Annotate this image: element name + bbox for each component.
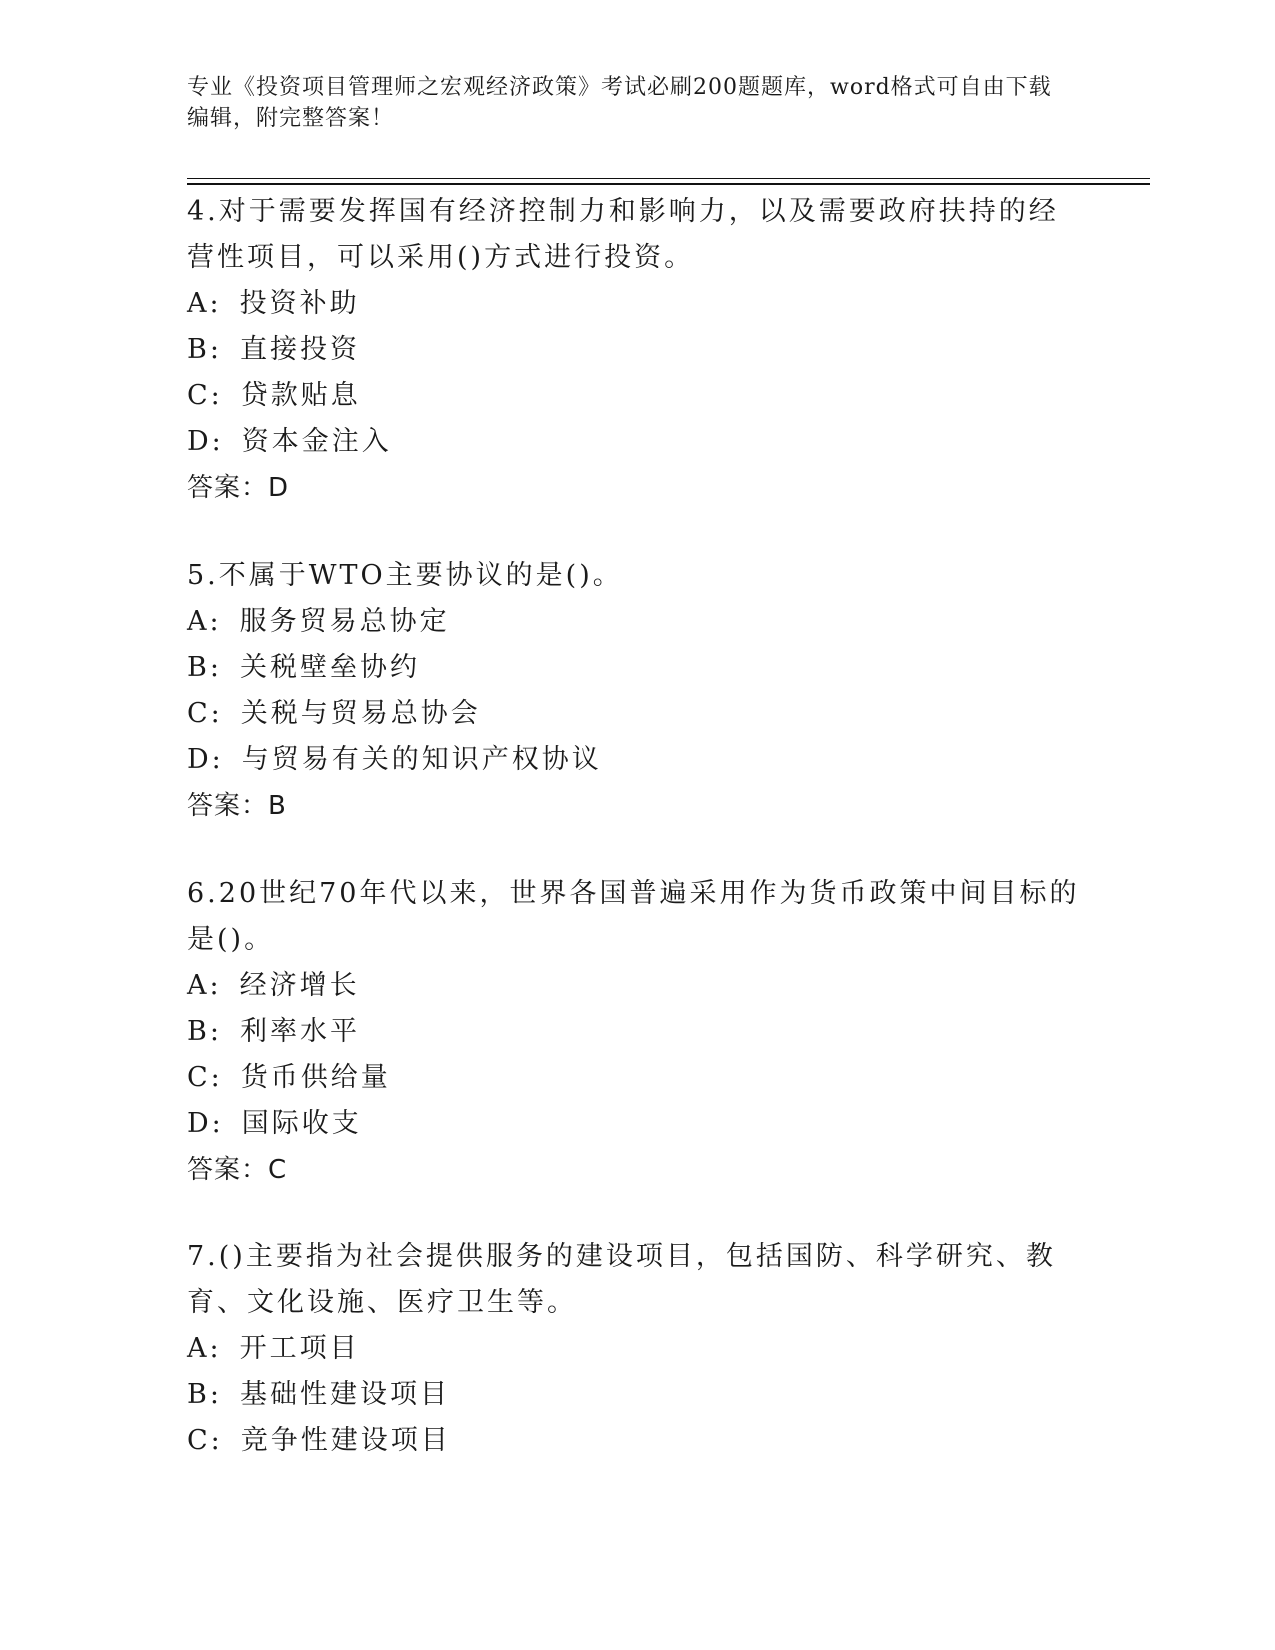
document-header: 专业《投资项目管理师之宏观经济政策》考试必刷200题题库，word格式可自由下载编辑，附完整答案！ (187, 75, 1052, 131)
question-5 (187, 553, 1087, 829)
option-key: B: (187, 334, 222, 365)
option-b (187, 1372, 1087, 1418)
option-text: 资本金注入 (241, 426, 392, 457)
option-a (187, 599, 1087, 645)
option-key: D: (187, 426, 224, 457)
option-key: C: (187, 698, 223, 729)
option-key: C: (187, 380, 223, 411)
question-stem: 4.对于需要发挥国有经济控制力和影响力，以及需要政府扶持的经营性项目，可以采用()方式进行投资。 (187, 196, 1059, 273)
option-key: A: (187, 606, 222, 637)
option-text: 服务贸易总协定 (239, 606, 450, 637)
option-c (187, 1055, 1087, 1101)
option-text: 与贸易有关的知识产权协议 (241, 744, 602, 775)
question-4 (187, 189, 1087, 511)
option-key: C: (187, 1062, 223, 1093)
option-key: A: (187, 970, 222, 1001)
question-7 (187, 1234, 1087, 1464)
header-divider-thick (187, 183, 1150, 185)
option-text: 国际收支 (241, 1108, 362, 1139)
answer: 答案：D (187, 473, 290, 503)
header-divider-thin (187, 178, 1150, 179)
option-a (187, 963, 1087, 1009)
option-c (187, 1418, 1087, 1464)
option-d (187, 419, 1087, 465)
option-b (187, 327, 1087, 373)
option-text: 货币供给量 (240, 1062, 391, 1093)
option-key: B: (187, 1379, 222, 1410)
option-text: 开工项目 (239, 1333, 360, 1364)
option-key: A: (187, 1333, 222, 1364)
option-a (187, 1326, 1087, 1372)
option-b (187, 1009, 1087, 1055)
option-key: D: (187, 744, 224, 775)
option-text: 经济增长 (239, 970, 360, 1001)
option-d (187, 1101, 1087, 1147)
option-text: 投资补助 (239, 288, 360, 319)
option-a (187, 281, 1087, 327)
option-text: 关税与贸易总协会 (240, 698, 481, 729)
option-key: D: (187, 1108, 224, 1139)
option-text: 基础性建设项目 (239, 1379, 450, 1410)
option-text: 关税壁垒协约 (239, 652, 420, 683)
question-6 (187, 871, 1087, 1193)
option-b (187, 645, 1087, 691)
option-text: 直接投资 (239, 334, 360, 365)
option-text: 竞争性建设项目 (240, 1425, 451, 1456)
answer: 答案：C (187, 1155, 288, 1185)
option-c (187, 691, 1087, 737)
option-text: 利率水平 (239, 1016, 360, 1047)
option-text: 贷款贴息 (240, 380, 361, 411)
question-stem: 5.不属于WTO主要协议的是()。 (187, 560, 623, 591)
option-d (187, 737, 1087, 783)
option-key: B: (187, 652, 222, 683)
option-c (187, 373, 1087, 419)
option-key: A: (187, 288, 222, 319)
answer: 答案：B (187, 791, 287, 821)
option-key: B: (187, 1016, 222, 1047)
question-stem: 6.20世纪70年代以来，世界各国普遍采用作为货币政策中间目标的是()。 (187, 878, 1080, 955)
option-key: C: (187, 1425, 223, 1456)
question-stem: 7.()主要指为社会提供服务的建设项目，包括国防、科学研究、教育、文化设施、医疗卫生等。 (187, 1241, 1056, 1318)
